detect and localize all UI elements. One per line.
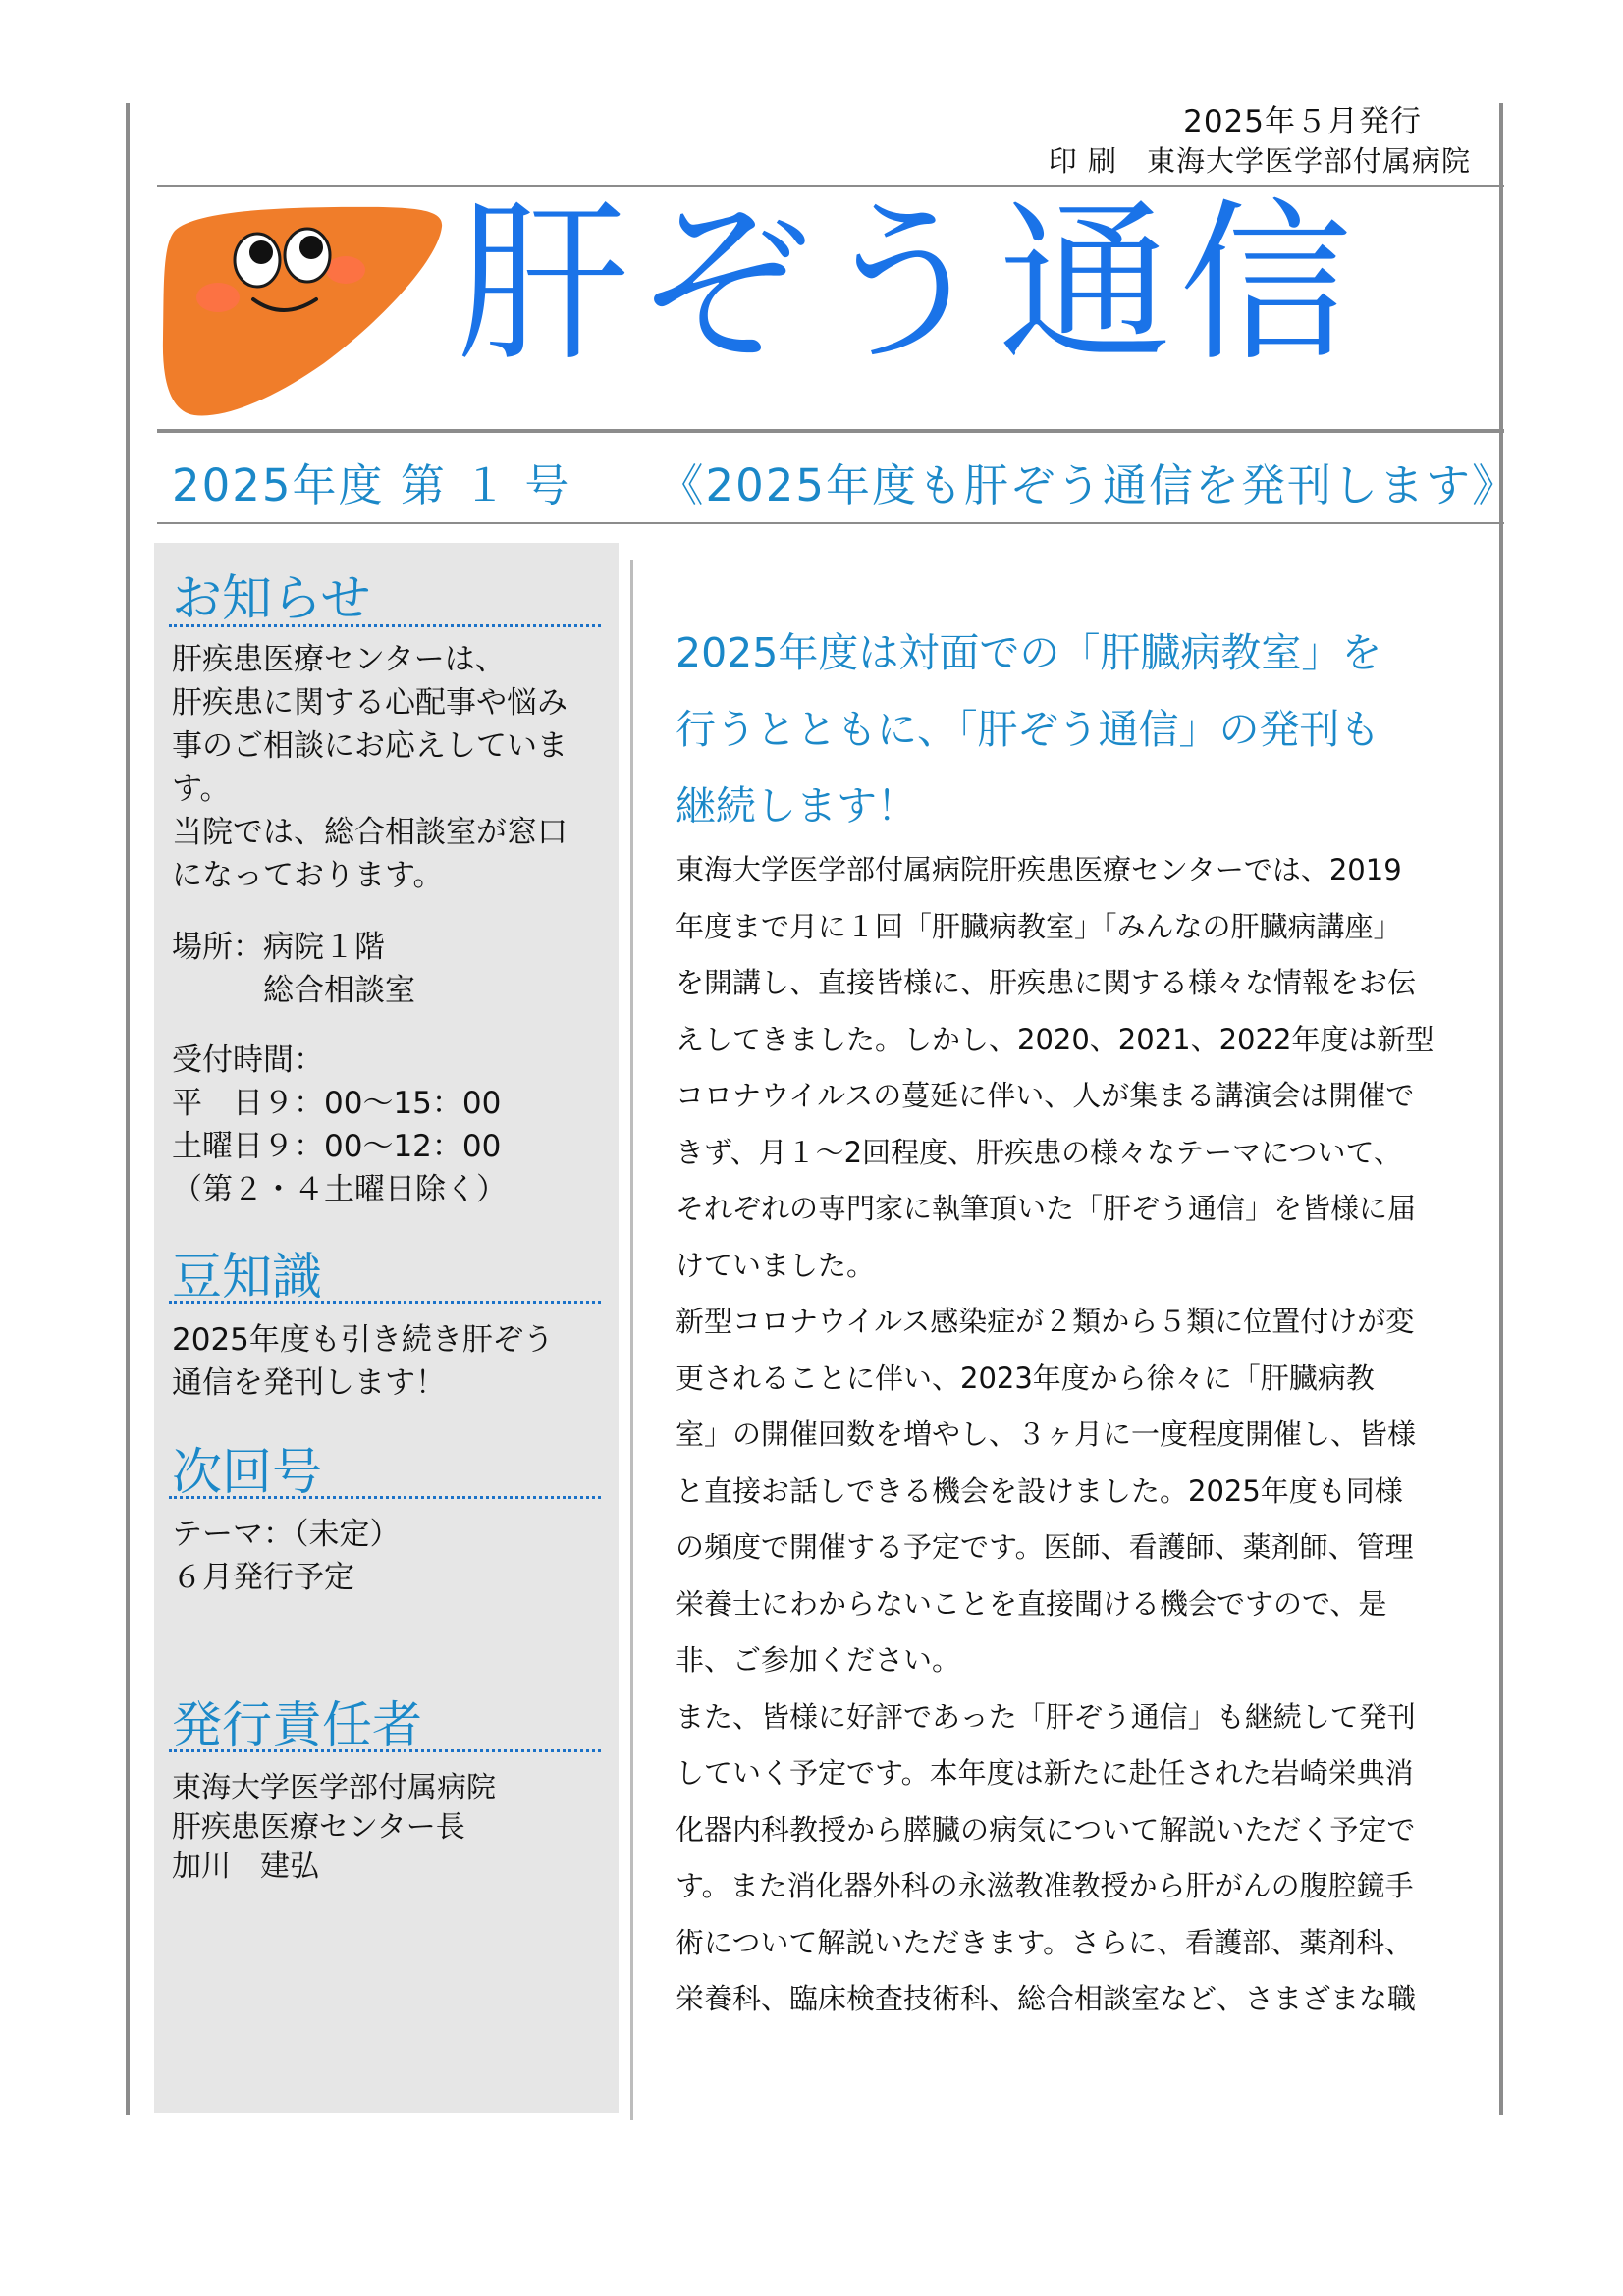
- place-text: [172, 926, 415, 1012]
- body-line: コロナウイルスの蔓延に伴い、人が集まる講演会は開催で: [676, 1079, 1415, 1112]
- printer-credit: 印 刷 東海大学医学部付属病院: [1048, 144, 1471, 178]
- body-line: と直接お話しできる機会を設けました。2025年度も同様: [676, 1473, 1403, 1508]
- lead-line: 継続します！: [676, 782, 917, 829]
- publisher-heading-rule: [169, 1749, 601, 1752]
- tips-heading: 豆知識: [172, 1249, 323, 1307]
- body-line: の頻度で開催する予定です。医師、看護師、薬剤師、管理: [676, 1530, 1414, 1564]
- issue-bar: [172, 450, 1518, 513]
- liver-mascot-icon: [157, 201, 452, 422]
- body-line: えしてきました。しかし、2020、2021、2022年度は新型: [676, 1022, 1434, 1056]
- notice-line: 肝疾患に関する心配事や悩み: [172, 685, 568, 721]
- article-lead: [676, 614, 1490, 844]
- notice-line: す。: [172, 772, 231, 807]
- hours-text: [172, 1039, 507, 1211]
- newsletter-title: 肝ぞう通信: [457, 184, 1361, 385]
- hours-line: 受付時間：: [172, 1042, 324, 1078]
- body-line: きず、月１～2回程度、肝疾患の様々なテーマについて、: [676, 1135, 1402, 1169]
- body-line: けていました。: [676, 1248, 876, 1282]
- body-line: また、皆様に好評であった「肝ぞう通信」も継続して発刊: [676, 1699, 1416, 1734]
- body-line: それぞれの専門家に執筆頂いた「肝ぞう通信」を皆様に届: [676, 1192, 1417, 1225]
- notice-heading: お知らせ: [172, 570, 371, 628]
- notice-text: [172, 638, 568, 897]
- issue-theme: 《2025年度も肝ぞう通信を発刊します》: [659, 459, 1518, 511]
- tips-line: 通信を発刊します！: [172, 1365, 446, 1401]
- notice-heading-rule: [169, 624, 601, 627]
- publisher-heading: 発行責任者: [172, 1697, 423, 1755]
- publisher-line: 肝疾患医療センター長: [172, 1810, 465, 1844]
- header-rule-bottom: [157, 429, 1504, 433]
- column-divider: [630, 560, 633, 2120]
- body-line: 術について解説いただきます。さらに、看護部、薬剤科、: [676, 1925, 1414, 1959]
- notice-line: になっております。: [172, 858, 444, 893]
- body-line: 東海大学医学部付属病院肝疾患医療センターでは、2019: [676, 853, 1402, 886]
- place-line: 場所：病院１階: [172, 930, 385, 965]
- tips-heading-rule: [169, 1301, 601, 1304]
- issue-rule: [157, 522, 1504, 524]
- right-border: [1499, 103, 1503, 2115]
- body-line: 室」の開催回数を増やし、３ヶ月に一度程度開催し、皆様: [676, 1417, 1417, 1451]
- lead-line: 2025年度は対面での「肝臓病教室」を: [676, 629, 1382, 676]
- body-line: 更されることに伴い、2023年度から徐々に「肝臓病教: [676, 1361, 1375, 1395]
- hours-line: 平 日９：00～15：00: [172, 1086, 502, 1121]
- body-line: していく予定です。本年度は新たに赴任された岩崎栄典消: [676, 1756, 1414, 1789]
- hours-line: （第２・４土曜日除く）: [172, 1172, 507, 1207]
- left-border: [126, 103, 130, 2115]
- lead-line: 行うとともに、「肝ぞう通信」の発刊も: [676, 706, 1380, 753]
- publication-date: 2025年５月発行: [1183, 104, 1422, 139]
- body-line: 年度まで月に１回「肝臓病教室」「みんなの肝臓病講座」: [676, 909, 1402, 943]
- next-issue-heading: 次回号: [172, 1444, 323, 1502]
- body-line: 化器内科教授から膵臓の病気について解説いただく予定で: [676, 1812, 1416, 1846]
- publisher-text: [172, 1769, 496, 1887]
- body-line: す。また消化器外科の永滋教准教授から肝がんの腹腔鏡手: [676, 1869, 1414, 1902]
- notice-line: 事のご相談にお応えしていま: [172, 728, 568, 764]
- publisher-line: 加川 建弘: [172, 1849, 319, 1884]
- next-issue-line: テーマ：（未定）: [172, 1517, 401, 1552]
- hours-line: 土曜日９：00～12：00: [172, 1129, 502, 1164]
- notice-line: 当院では、総合相談室が窓口: [172, 815, 568, 850]
- issue-number: 2025年度 第 １ 号: [172, 459, 571, 511]
- body-line: 非、ご参加ください。: [676, 1643, 961, 1677]
- next-issue-line: ６月発行予定: [172, 1560, 354, 1595]
- body-line: 栄養科、臨床検査技術科、総合相談室など、さまざまな職: [676, 1982, 1417, 2015]
- body-line: 栄養士にわからないことを直接聞ける機会ですので、是: [676, 1586, 1387, 1621]
- body-line: を開講し、直接皆様に、肝疾患に関する様々な情報をお伝: [676, 966, 1417, 999]
- next-issue-text: [172, 1513, 401, 1599]
- tips-text: [172, 1318, 554, 1405]
- place-line: 総合相談室: [172, 973, 415, 1008]
- tips-line: 2025年度も引き続き肝ぞう: [172, 1322, 554, 1358]
- next-issue-heading-rule: [169, 1496, 601, 1499]
- notice-line: 肝疾患医療センターは、: [172, 642, 506, 677]
- article-body: [676, 842, 1434, 2028]
- body-line: 新型コロナウイルス感染症が２類から５類に位置付けが変: [676, 1305, 1415, 1338]
- publisher-line: 東海大学医学部付属病院: [172, 1771, 496, 1805]
